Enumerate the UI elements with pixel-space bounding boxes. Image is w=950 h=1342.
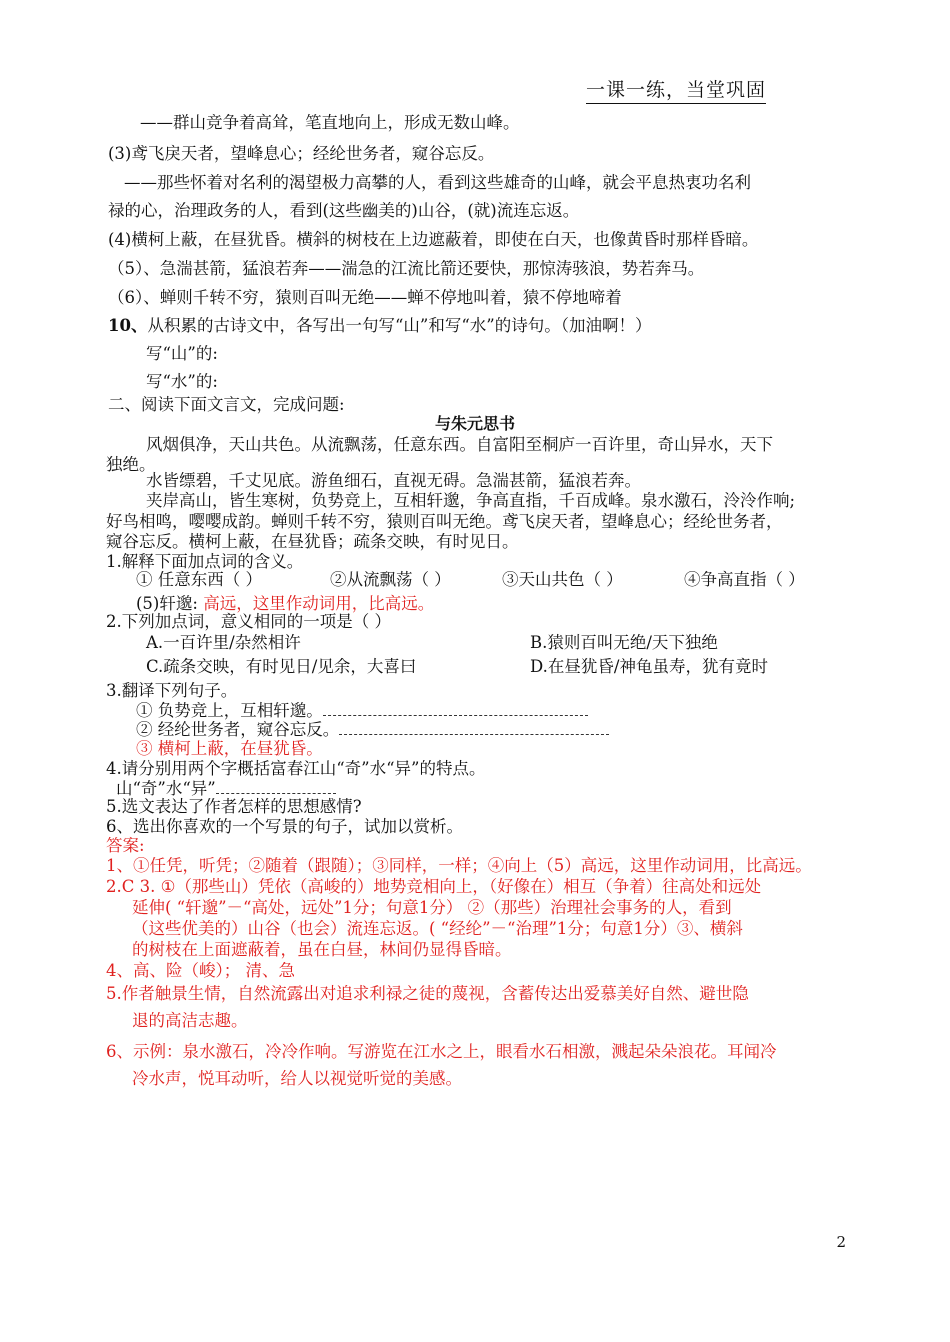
question-3: 3.翻译下列句子。 [106,681,238,700]
answer-line-4: （这些优美的）山谷（也会）流连忘返。( “经纶”－“治理”1分；句意1分）③、横斜 [132,919,743,938]
q3-item-2-text: ② 经纶世务者，窥谷忘反。 [136,720,340,739]
answer-line-6: 4、高、险（峻）； 清、急 [106,961,295,980]
answer-line-2: 2.C 3. ①（那些山）凭依（高峻的）地势竞相向上，（好像在）相互（争着）往高处和远处 [106,877,762,896]
question-1: 1.解释下面加点词的含义。 [106,552,304,571]
q2-option-b: B.猿则百叫无绝/天下独绝 [530,633,718,652]
passage-line-2: 独绝。 [106,455,156,474]
translation-line-2: ——那些怀着对名利的渴望极力高攀的人，看到这些雄奇的山峰，就会平息热衷功名利 [124,173,751,192]
question-6: 6、选出你喜欢的一个写景的句子，试加以赏析。 [106,817,463,836]
answer-line-10: 冷水声，悦耳动听，给人以视觉听觉的美感。 [132,1069,462,1088]
passage-title: 与朱元思书 [434,414,515,433]
passage-line-5: 好鸟相鸣，嘤嘤成韵。蝉则千转不穷，猿则百叫无绝。鸢飞戾天者，望峰息心；经纶世务者， [106,512,783,531]
passage-line-1: 风烟俱净，天山共色。从流飘荡，任意东西。自富阳至桐庐一百许里，奇山异水，天下 [146,435,773,454]
q1-item-4: ④争高直指（ ） [684,570,805,589]
question-10-text: 从积累的古诗文中，各写出一句写“山”和写“水”的诗句。（加油啊！） [147,316,652,335]
q3-item-2-answer-line[interactable] [339,724,609,735]
answer-line-7: 5.作者触景生情，自然流露出对追求利禄之徒的蔑视，含蓄传达出爱慕美好自然、避世隐 [106,984,749,1003]
page-header-title: 一课一练，当堂巩固 [586,78,766,104]
q4-answer-line[interactable] [216,783,336,794]
question-10 [108,315,651,337]
q3-item-1-answer-line[interactable] [323,705,588,716]
q3-item-1-text: ① 负势竞上，互相轩邈。 [136,701,323,720]
q1-item-1: ① 任意东西（ ） [136,570,262,589]
question-5: 5.选文表达了作者怎样的思想感情? [106,797,362,816]
answer-line-3: 延伸( “轩邈”－“高处，远处”1分；句意1分） ②（那些）治理社会事务的人，看到 [132,898,732,917]
sentence-4: (4)横柯上蔽，在昼犹昏。横斜的树枝在上边遮蔽着，即使在白天，也像黄昏时那样昏暗。 [108,230,759,249]
answer-line-5: 的树枝在上面遮蔽着，虽在白昼，林间仍显得昏暗。 [132,940,512,959]
mountain-line-label: 写“山”的: [146,344,218,363]
q2-option-d: D.在昼犹昏/神龟虽寿，犹有竟时 [530,657,768,676]
translation-line-3: 禄的心，治理政务的人，看到(这些幽美的)山谷，(就)流连忘返。 [108,201,580,220]
section-2-heading: 二、阅读下面文言文，完成问题: [108,395,345,414]
q3-item-3: ③ 横柯上蔽，在昼犹昏。 [136,739,323,758]
q1-item-5-label: (5)轩邈: [136,594,198,613]
q1-item-3: ③天山共色（ ） [502,570,623,589]
question-2: 2.下列加点词，意义相同的一项是（ ） [106,612,391,631]
passage-line-6: 窥谷忘反。横柯上蔽，在昼犹昏；疏条交映，有时见日。 [106,532,519,551]
q1-item-2: ②从流飘荡（ ） [330,570,451,589]
passage-line-4: 夹岸高山，皆生寒树，负势竞上，互相轩邈，争高直指，千百成峰。泉水激石，泠泠作响; [146,491,796,510]
answer-line-1: 1、①任凭，听凭；②随着（跟随）；③同样，一样；④向上（5）高远，这里作动词用，比高远。 [106,856,812,875]
q2-option-c: C.疏条交映，有时见日/见余，大喜曰 [146,657,417,676]
answer-line-8: 退的高洁志趣。 [132,1011,248,1030]
sentence-6: （6）、蝉则千转不穷，猿则百叫无绝——蝉不停地叫着，猿不停地啼着 [108,288,622,307]
water-line-label: 写“水”的: [146,372,218,391]
question-10-number: 10、 [108,316,148,335]
passage-line-3: 水皆缥碧，千丈见底。游鱼细石，直视无碍。急湍甚箭，猛浪若奔。 [146,471,641,490]
q2-option-a: A.一百许里/杂然相许 [146,633,301,652]
q4-answer-label: 山“奇”水“异” [116,779,216,798]
answers-label: 答案: [106,836,145,855]
page-number: 2 [836,1233,846,1251]
translation-line-1: ——群山竞争着高耸，笔直地向上，形成无数山峰。 [140,113,520,132]
answer-line-9: 6、示例：泉水激石，冷冷作响。写游览在江水之上，眼看水石相激，溅起朵朵浪花。耳闻冷 [106,1042,777,1061]
q1-item-5-answer: 高远，这里作动词用，比高远。 [203,594,435,613]
sentence-3: (3)鸢飞戾天者，望峰息心；经纶世务者，窥谷忘反。 [108,144,495,163]
sentence-5: （5）、急湍甚箭，猛浪若奔——湍急的江流比箭还要快，那惊涛骇浪，势若奔马。 [108,259,705,278]
question-4: 4.请分别用两个字概括富春江山“奇”水“异”的特点。 [106,759,486,778]
